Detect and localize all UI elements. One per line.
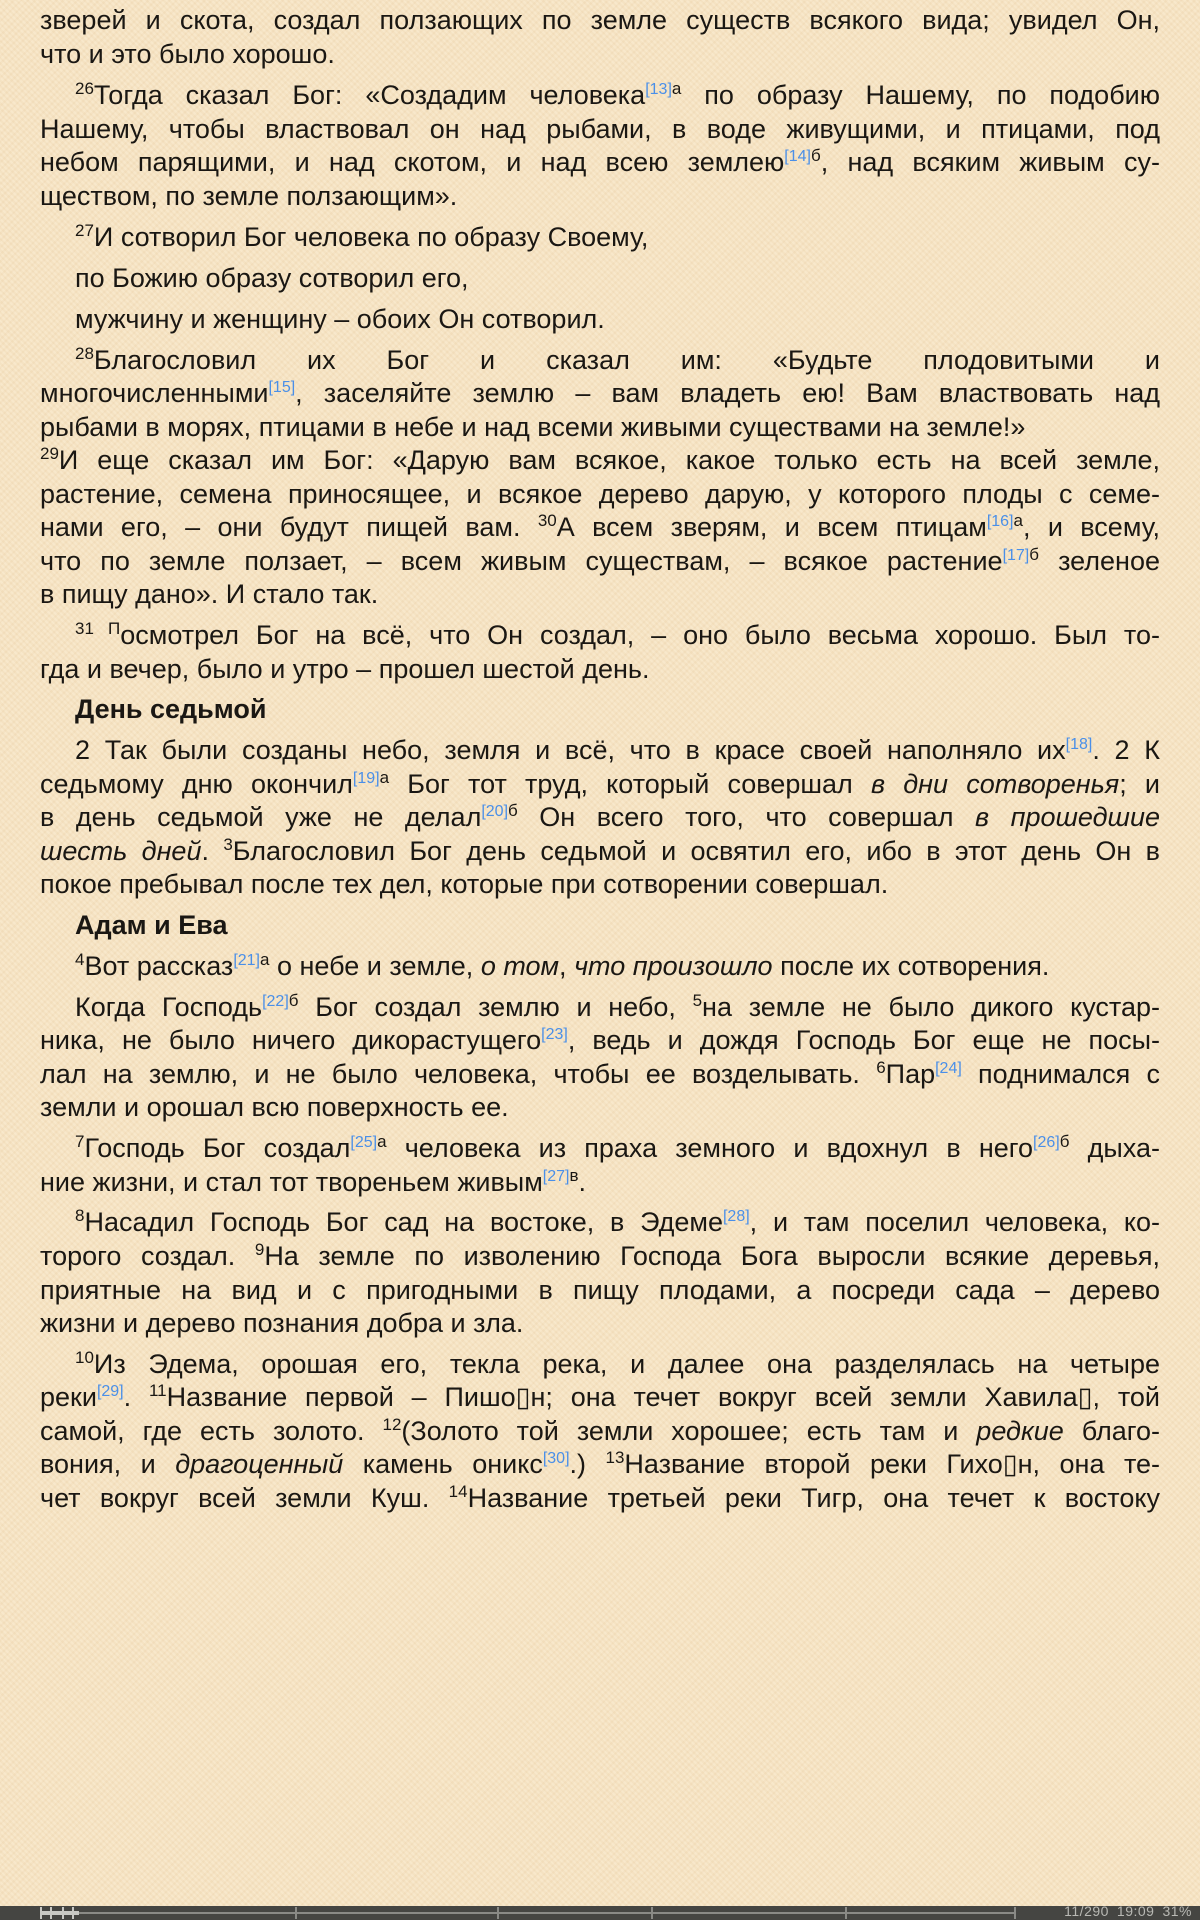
text: зверей и скота, создал ползающих по земле существ всякого вида; увидел Он,: [40, 5, 1160, 35]
footnote-link[interactable]: [15]: [268, 379, 296, 396]
footnote-letter: а: [1013, 511, 1023, 530]
text: Благословил их Бог и сказал им: «Будьте плодовитыми и: [93, 345, 1160, 375]
footnote-link[interactable]: [21]: [233, 952, 260, 969]
text: мужчину и женщину – обоих Он сотворил.: [75, 304, 605, 334]
verse-number: 9: [254, 1240, 265, 1259]
chapter-tick: [295, 1907, 297, 1919]
text: 2 Так были созданы небо, земля и всё, что в красе своей наполняло их: [75, 735, 1066, 765]
text: ника, не было ничего дикорастущего: [40, 1025, 542, 1055]
text: после их сотворения.: [772, 951, 1050, 981]
text-line: [40, 1478, 1160, 1519]
text: многочисленными: [40, 378, 269, 408]
verse-number: 30: [537, 511, 557, 530]
footnote-letter: а: [379, 768, 390, 787]
text: растение, семена приносящее, и всякое дерево дарую, у которого плоды с семе-: [40, 479, 1160, 509]
text: самой, где есть золото.: [40, 1416, 383, 1446]
text: ние жизни, и стал тот твореньем живым: [40, 1167, 543, 1197]
text: о небе и земле,: [269, 951, 481, 981]
italic-text: редкие: [976, 1416, 1064, 1446]
page-counter: 11/290: [1064, 1903, 1109, 1919]
text: лал на землю, и не было человека, чтобы ее возделывать.: [40, 1059, 877, 1089]
text: Насадил Господь Бог сад на востоке, в Эдеме: [84, 1207, 723, 1237]
footnote-letter: б: [810, 146, 821, 165]
text: , и там поселил человека, ко-: [749, 1207, 1160, 1237]
text-line: [40, 864, 1160, 905]
text: И еще сказал им Бог: «Дарую вам всякое, какое только есть на всей земле,: [58, 445, 1160, 475]
verse-number: 26: [75, 79, 94, 98]
text: чет вокруг всей земли Куш.: [40, 1483, 449, 1513]
text: Пар: [885, 1059, 936, 1089]
text: Когда Господь: [75, 992, 263, 1022]
heading-text: Адам и Ева: [75, 910, 228, 940]
footnote-link[interactable]: [14]: [784, 148, 811, 165]
chapter-tick: [845, 1907, 847, 1919]
chapter-tick: [1014, 1907, 1016, 1919]
footnote-link[interactable]: [24]: [935, 1060, 962, 1077]
text: Благословил Бог день седьмой и освятил его, ибо в этот день Он в: [232, 836, 1160, 866]
text: по Божию образу сотворил его,: [75, 263, 469, 293]
text: .): [569, 1449, 606, 1479]
text: Бог создал землю и небо,: [298, 992, 693, 1022]
heading-text: День седьмой: [75, 694, 267, 724]
italic-text: драгоценный: [175, 1449, 344, 1479]
text: жизни и дерево познания добра и зла.: [40, 1308, 524, 1338]
footnote-letter: б: [1029, 545, 1039, 564]
verse-number: 28: [75, 344, 94, 363]
footnote-link[interactable]: [26]: [1033, 1134, 1060, 1151]
text: благо-: [1063, 1416, 1160, 1446]
text: А всем зверям, и всем птицам: [556, 512, 987, 542]
text: в пищу дано». И стало так.: [40, 579, 379, 609]
text: Название третьей реки Тигр, она течет к востоку: [467, 1483, 1160, 1513]
footnote-letter: а: [260, 950, 270, 969]
text-line: [40, 34, 1160, 75]
verse-number: 14: [448, 1482, 468, 1501]
text: поднимался с: [961, 1059, 1161, 1089]
text: ществом, по земле ползающим».: [40, 181, 458, 211]
footnote-link[interactable]: [23]: [541, 1026, 568, 1043]
text: .: [578, 1167, 587, 1197]
footnote-link[interactable]: [13]: [645, 81, 672, 98]
text: по образу Нашему, по подобию: [681, 80, 1160, 110]
text-line: [75, 258, 1160, 299]
clock: 19:09: [1116, 1903, 1155, 1919]
chapter-tick: [497, 1907, 499, 1919]
text: , заселяйте землю – вам владеть ею! Вам властвовать над: [295, 378, 1160, 408]
status-readout: [1056, 1903, 1192, 1919]
text: Из Эдема, орошая его, текла река, и далее она разделялась на четыре: [93, 1349, 1160, 1379]
text: Бог тот труд, который совершал: [389, 769, 871, 799]
text: реки: [40, 1382, 97, 1412]
text: дыха-: [1069, 1133, 1160, 1163]
battery-level: 31%: [1162, 1903, 1192, 1919]
text: Господь Бог создал: [84, 1133, 351, 1163]
verse-number: 12: [382, 1415, 402, 1434]
text-line: [75, 217, 1160, 258]
text: седьмому дню окончил: [40, 769, 353, 799]
text: приятные на вид и с пригодными в пищу плодами, а посреди сада – дерево: [40, 1275, 1160, 1305]
section-heading: [75, 689, 1160, 730]
text-line: [40, 1087, 1160, 1128]
text: в день седьмой уже не делал: [40, 802, 482, 832]
italic-text: о том: [480, 951, 560, 981]
text-line: [40, 176, 1160, 217]
text: Нашему, чтобы властвовал он над рыбами, в воде живущими, и птицами, под: [40, 114, 1160, 144]
chapter-tick: [50, 1907, 52, 1919]
footnote-link[interactable]: [22]: [262, 993, 289, 1010]
text: .: [201, 836, 224, 866]
text: И сотворил Бог человека по образу Своему,: [93, 222, 649, 252]
text: , и всему,: [1022, 512, 1160, 542]
text-line: [40, 649, 1160, 690]
verse-number: 7: [75, 1132, 85, 1151]
verse-number: 8: [75, 1206, 85, 1225]
text: .: [123, 1382, 149, 1412]
text: что по земле ползает, – всем живым существам, – всякое растение: [40, 546, 1003, 576]
footnote-link[interactable]: [16]: [986, 513, 1014, 530]
verse-number: 6: [876, 1058, 886, 1077]
verse-number: 27: [75, 221, 94, 240]
text: покое пребывал после тех дел, которые при сотворении совершал.: [40, 869, 889, 899]
footnote-link[interactable]: [17]: [1002, 547, 1030, 564]
verse-number: 13: [605, 1448, 625, 1467]
verse-number: 4: [75, 950, 85, 969]
verse-number: 11: [148, 1381, 167, 1400]
footnote-link[interactable]: [18]: [1065, 736, 1093, 753]
text: вония, и: [40, 1449, 176, 1479]
text: торого создал.: [40, 1241, 255, 1271]
text: Вот рассказ: [84, 951, 234, 981]
text: зеленое: [1039, 546, 1160, 576]
text: Название второй реки Гихо▯н, она те-: [624, 1449, 1161, 1479]
footnote-letter: а: [377, 1132, 387, 1151]
text-line: [40, 574, 1160, 615]
footnote-link[interactable]: [29]: [96, 1383, 124, 1400]
footnote-link[interactable]: [27]: [542, 1168, 570, 1185]
text: На земле по изволению Господа Бога выросли всякие деревья,: [264, 1241, 1161, 1271]
text: ; и: [1119, 769, 1160, 799]
text: осмотрел Бог на всё, что Он создал, – оно было весьма хорошо. Был то-: [120, 620, 1160, 650]
italic-text: в прошедшие: [974, 802, 1160, 832]
text-line: [40, 1303, 1160, 1344]
chapter-tick: [40, 1907, 42, 1919]
verse-number: 31 П: [75, 619, 121, 638]
text: на земле не было дикого кустар-: [702, 992, 1160, 1022]
text: . 2 К: [1092, 735, 1161, 765]
text-line: [75, 946, 1160, 987]
footnote-link[interactable]: [30]: [542, 1450, 570, 1467]
text-line: [40, 1162, 1160, 1203]
footnote-link[interactable]: [19]: [352, 770, 380, 787]
text: человека из праха земного и вдохнул в него: [386, 1133, 1034, 1163]
text: нами его, – они будут пищей вам.: [40, 512, 538, 542]
text: Название первой – Пишо▯н; она течет вокруг всей земли Хавила▯, той: [166, 1382, 1160, 1412]
text: что и это было хорошо.: [40, 39, 335, 69]
verse-number: 5: [692, 991, 703, 1010]
text: Он всего того, что совершал: [517, 802, 975, 832]
italic-text: шесть дней: [40, 836, 202, 866]
text: небом парящими, и над скотом, и над всею землею: [40, 147, 785, 177]
footnote-link[interactable]: [20]: [481, 803, 509, 820]
text: Тогда сказал Бог: «Создадим человека: [93, 80, 646, 110]
chapter-tick: [72, 1907, 74, 1919]
verse-number: 3: [223, 835, 233, 854]
footnote-letter: в: [569, 1166, 579, 1185]
footnote-letter: б: [288, 991, 299, 1010]
footnote-letter: б: [1059, 1132, 1070, 1151]
section-heading: [75, 905, 1160, 946]
status-bar: [0, 1903, 1200, 1920]
text: ,: [559, 951, 575, 981]
footnote-letter: б: [508, 801, 518, 820]
text: земли и орошал всю поверхность ее.: [40, 1092, 509, 1122]
text: гда и вечер, было и утро – прошел шестой день.: [40, 654, 650, 684]
verse-number: 29: [40, 444, 59, 463]
italic-text: в дни сотворенья: [870, 769, 1120, 799]
text: камень оникс: [343, 1449, 543, 1479]
footnote-link[interactable]: [25]: [350, 1134, 378, 1151]
verse-number: 10: [75, 1348, 94, 1367]
italic-text: что произошло: [574, 951, 773, 981]
text: , над всяким живым су-: [820, 147, 1160, 177]
chapter-tick: [62, 1907, 64, 1919]
progress-track[interactable]: [40, 1912, 1015, 1914]
text: рыбами в морях, птицами в небе и над всеми живыми существами на земле!»: [40, 412, 1026, 442]
footnote-link[interactable]: [28]: [722, 1208, 750, 1225]
text: , ведь и дождя Господь Бог еще не посы-: [567, 1025, 1160, 1055]
footnote-letter: а: [671, 79, 682, 98]
text-line: [75, 299, 1160, 340]
text: (Золото той земли хорошее; есть там и: [401, 1416, 977, 1446]
chapter-tick: [651, 1907, 653, 1919]
